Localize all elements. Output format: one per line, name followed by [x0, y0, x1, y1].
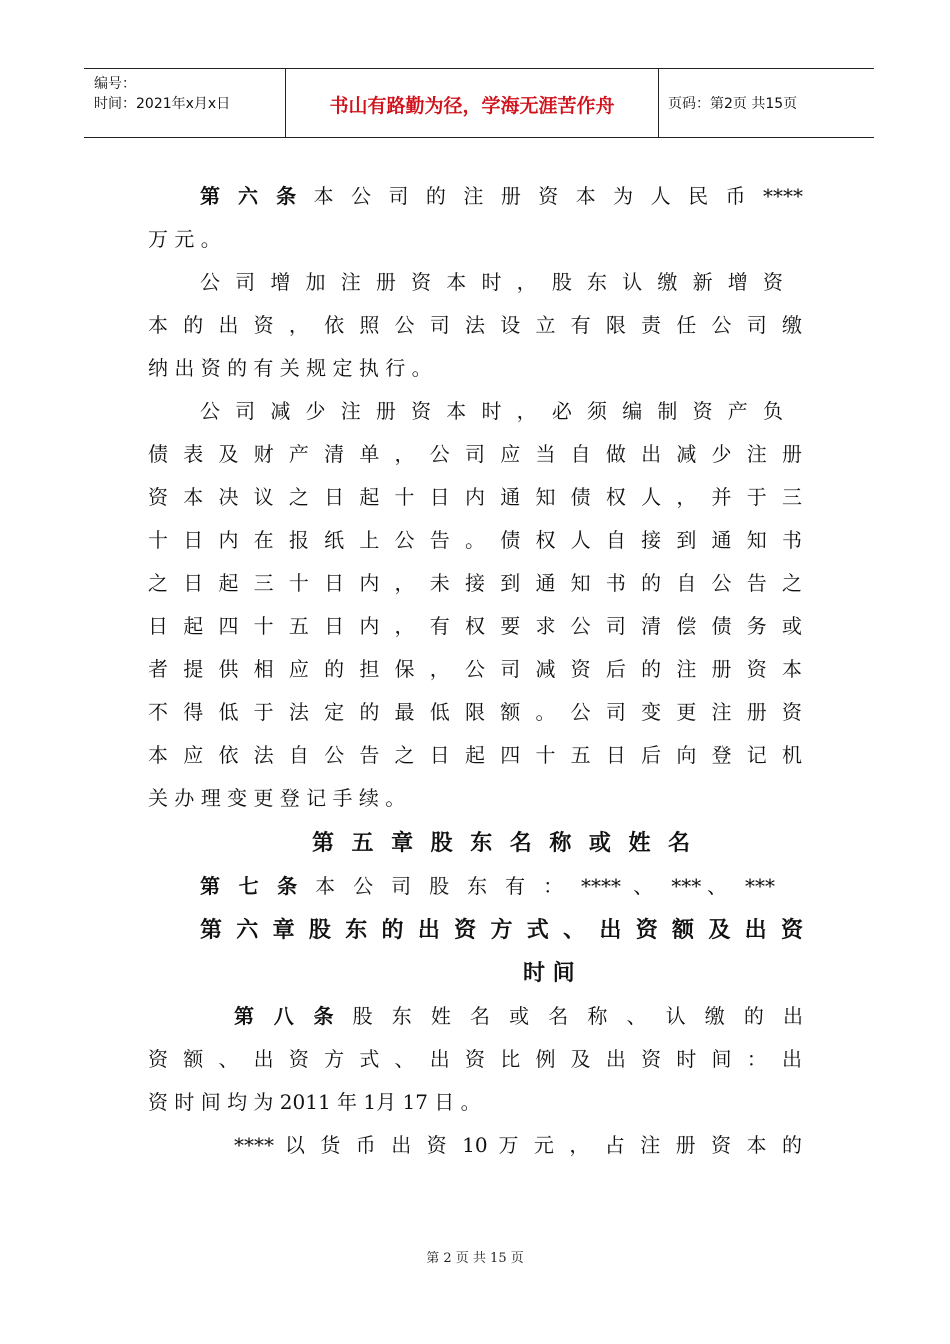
article-6-line: 第 六 条 本 公 司 的 注 册 资 本 为 人 民 币 ****	[200, 184, 803, 208]
chapter-5-heading: 第 五 章 股 东 名 称 或 姓 名	[312, 831, 690, 856]
text-line: 关 办 理 变 更 登 记 手 续 。	[148, 786, 406, 810]
text-line: **** 以 货 币 出 资 10 万 元 ， 占 注 册 资 本 的	[234, 1133, 802, 1157]
text-line: 公 司 减 少 注 册 资 本 时 ， 必 须 编 制 资 产 负	[200, 399, 783, 423]
header-page-number: 页码：第2页 共15页	[668, 96, 798, 112]
article-label: 第 八 条	[234, 1004, 340, 1028]
article-7-line: 第 七 条 本 公 司 股 东 有 ： **** 、 ***、 ***	[200, 874, 775, 898]
text-line: 万 元 。	[148, 227, 221, 251]
text-line: 公 司 增 加 注 册 资 本 时 ， 股 东 认 缴 新 增 资	[200, 270, 783, 294]
text-line: 资 本 决 议 之 日 起 十 日 内 通 知 债 权 人 ， 并 于 三	[148, 485, 802, 509]
text-line: 不 得 低 于 法 定 的 最 低 限 额 。 公 司 变 更 注 册 资	[148, 700, 802, 724]
text-line: 本 应 依 法 自 公 告 之 日 起 四 十 五 日 后 向 登 记 机	[148, 743, 802, 767]
text-line: 者 提 供 相 应 的 担 保 ， 公 司 减 资 后 的 注 册 资 本	[148, 657, 802, 681]
text-line: 资 额 、 出 资 方 式 、 出 资 比 例 及 出 资 时 间 ： 出	[148, 1047, 802, 1071]
header-page-cell	[658, 69, 874, 137]
article-label: 第 七 条	[200, 874, 303, 898]
chapter-6-heading: 第 六 章 股 东 的 出 资 方 式 、 出 资 额 及 出 资	[200, 918, 803, 943]
header-motto-cell	[285, 69, 659, 137]
article-label: 第 六 条	[200, 184, 302, 208]
text-line: 本 的 出 资 ， 依 照 公 司 法 设 立 有 限 责 任 公 司 缴	[148, 313, 802, 337]
document-date: 时间：2021年x月x日	[94, 96, 231, 112]
chapter-6-heading-cont: 时 间	[523, 961, 575, 986]
header-info-cell	[84, 69, 284, 137]
text-line: 之 日 起 三 十 日 内 ， 未 接 到 通 知 书 的 自 公 告 之	[148, 571, 802, 595]
text-line: 十 日 内 在 报 纸 上 公 告 。 债 权 人 自 接 到 通 知 书	[148, 528, 802, 552]
article-8-line: 第 八 条 股 东 姓 名 或 名 称 、 认 缴 的 出	[234, 1004, 803, 1028]
page-header	[84, 68, 874, 138]
text-line: 债 表 及 财 产 清 单 ， 公 司 应 当 自 做 出 减 少 注 册	[148, 442, 802, 466]
motto: 书山有路勤为径，学海无涯苦作舟	[329, 95, 615, 117]
document-number: 编号：	[94, 76, 136, 92]
text-line: 资 时 间 均 为 2011 年 1月 17 日 。	[148, 1090, 481, 1114]
text-line: 纳 出 资 的 有 关 规 定 执 行 。	[148, 356, 432, 380]
page-footer: 第 2 页 共 15 页	[426, 1251, 524, 1266]
text-line: 日 起 四 十 五 日 内 ， 有 权 要 求 公 司 清 偿 债 务 或	[148, 614, 802, 638]
